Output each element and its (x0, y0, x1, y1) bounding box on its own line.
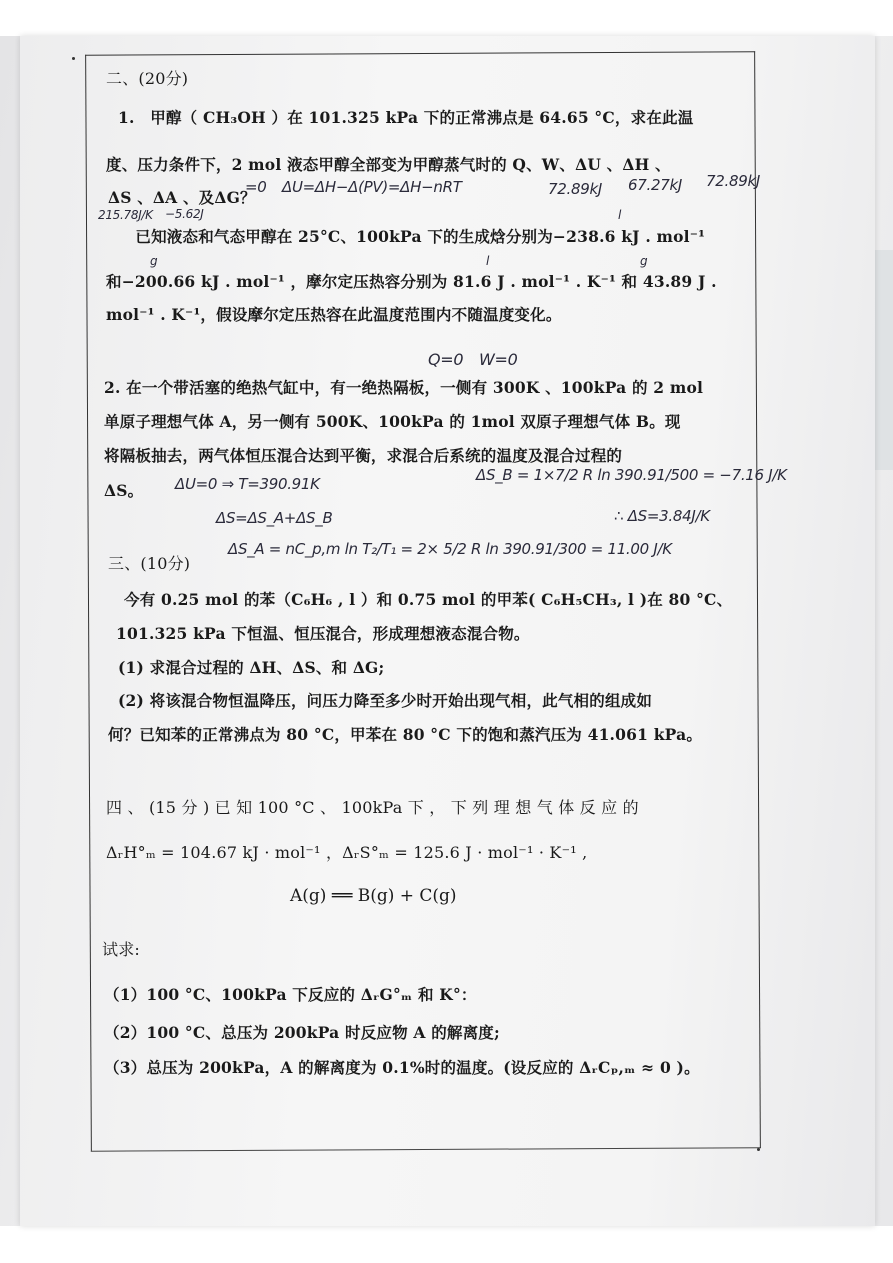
handwritten-ds-value: 215.78J/K (98, 208, 153, 222)
handwritten-value-w: 67.27kJ (628, 176, 682, 194)
q2-line-2: 单原子理想气体 A，另一侧有 500K、100kPa 的 1mol 双原子理想气体 B。现 (104, 412, 681, 431)
q1-line-1: 1. 甲醇（ CH₃OH ）在 101.325 kPa 下的正常沸点是 64.65 °C，求在此温 (118, 108, 694, 127)
section-3-line-2: 101.325 kPa 下恒温、恒压混合，形成理想液态混合物。 (116, 624, 530, 643)
handwritten-du-t: ΔU=0 ⇒ T=390.91K (175, 475, 320, 493)
section-3-part-2b: 何？已知苯的正常沸点为 80 °C，甲苯在 80 °C 下的饱和蒸汽压为 41.061 kPa。 (108, 725, 703, 744)
handwritten-dg-zero: =0 (245, 178, 267, 196)
section-4-item-3: （3）总压为 200kPa，A 的解离度为 0.1%时的温度。(设反应的 ΔᵣCₚ,ₘ ≈ 0 )。 (104, 1058, 700, 1077)
handwritten-ds-sum: ΔS=ΔS_A+ΔS_B (216, 509, 333, 527)
ink-dot (757, 1148, 760, 1151)
section-3-title: 三、(10分) (108, 554, 191, 573)
handwritten-du-formula: ΔU=ΔH−Δ(PV)=ΔH−nRT (282, 178, 462, 196)
ink-dot (72, 57, 75, 60)
q1-line-3: ΔS 、ΔA 、及ΔG？ (108, 188, 256, 207)
handwritten-dsb: ΔS_B = 1×7/2 R ln 390.91/500 = −7.16 J/K (476, 466, 787, 484)
handwritten-ds-total: ∴ ΔS=3.84J/K (614, 507, 710, 525)
background-strip (875, 250, 893, 470)
section-2-title: 二、(20分) (106, 69, 189, 88)
q2-line-3: 将隔板抽去，两气体恒压混合达到平衡，求混合后系统的温度及混合过程的 (104, 446, 623, 465)
section-4-line-1: 四 、 (15 分 ) 已 知 100 °C 、 100kPa 下 ， 下 列 理 想 气 体 反 应 的 (106, 798, 639, 817)
handwritten-q-w: Q=0 W=0 (428, 350, 518, 369)
section-4-line-2: ΔᵣH°ₘ = 104.67 kJ · mol⁻¹ ，ΔᵣS°ₘ = 125.6 J · mol⁻¹ · K⁻¹ , (106, 843, 588, 862)
handwritten-dsa: ΔS_A = nC_p,m ln T₂/T₁ = 2× 5/2 R ln 390.91/300 = 11.00 J/K (228, 540, 672, 558)
section-3-part-2a: (2) 将该混合物恒温降压，问压力降至多少时开始出现气相，此气相的组成如 (118, 691, 653, 710)
section-4-item-2: （2）100 °C、总压为 200kPa 时反应物 A 的解离度; (104, 1023, 500, 1042)
handwritten-value-dh: 72.89kJ (706, 172, 760, 190)
handwritten-da-value: −5.62J (165, 207, 204, 221)
section-3-part-1: (1) 求混合过程的 ΔH、ΔS、和 ΔG; (118, 658, 385, 677)
handwritten-value-q: 72.89kJ (548, 180, 602, 198)
handwritten-g-mark: g (150, 254, 158, 268)
q1-line-6: mol⁻¹ . K⁻¹，假设摩尔定压热容在此温度范围内不随温度变化。 (106, 305, 562, 324)
reaction-equation: A(g) ══ B(g) + C(g) (290, 886, 457, 906)
q1-line-2: 度、压力条件下，2 mol 液态甲醇全部变为甲醇蒸气时的 Q、W、ΔU 、ΔH 、 (106, 155, 671, 174)
section-4-item-1: （1）100 °C、100kPa 下反应的 ΔᵣG°ₘ 和 K°： (104, 985, 477, 1004)
q1-line-4: 已知液态和气态甲醇在 25°C、100kPa 下的生成焓分别为−238.6 kJ . mol⁻¹ (104, 227, 706, 246)
q2-line-4: ΔS。 (104, 481, 144, 500)
q1-line-5: 和−200.66 kJ . mol⁻¹ ，摩尔定压热容分别为 81.6 J . mol⁻¹ . K⁻¹ 和 43.89 J . (106, 272, 717, 291)
handwritten-g-mark-2: g (640, 254, 648, 268)
section-3-line-1: 今有 0.25 mol 的苯（C₆H₆ , l ）和 0.75 mol 的甲苯( C₆H₅CH₃, l )在 80 °C、 (124, 590, 733, 609)
section-4-ask: 试求: (102, 940, 140, 959)
q2-line-1: 2. 在一个带活塞的绝热气缸中，有一绝热隔板，一侧有 300K 、100kPa 的 2 mol (104, 378, 704, 397)
handwritten-l-mark: l (618, 208, 622, 222)
handwritten-l-mark-2: l (486, 254, 490, 268)
